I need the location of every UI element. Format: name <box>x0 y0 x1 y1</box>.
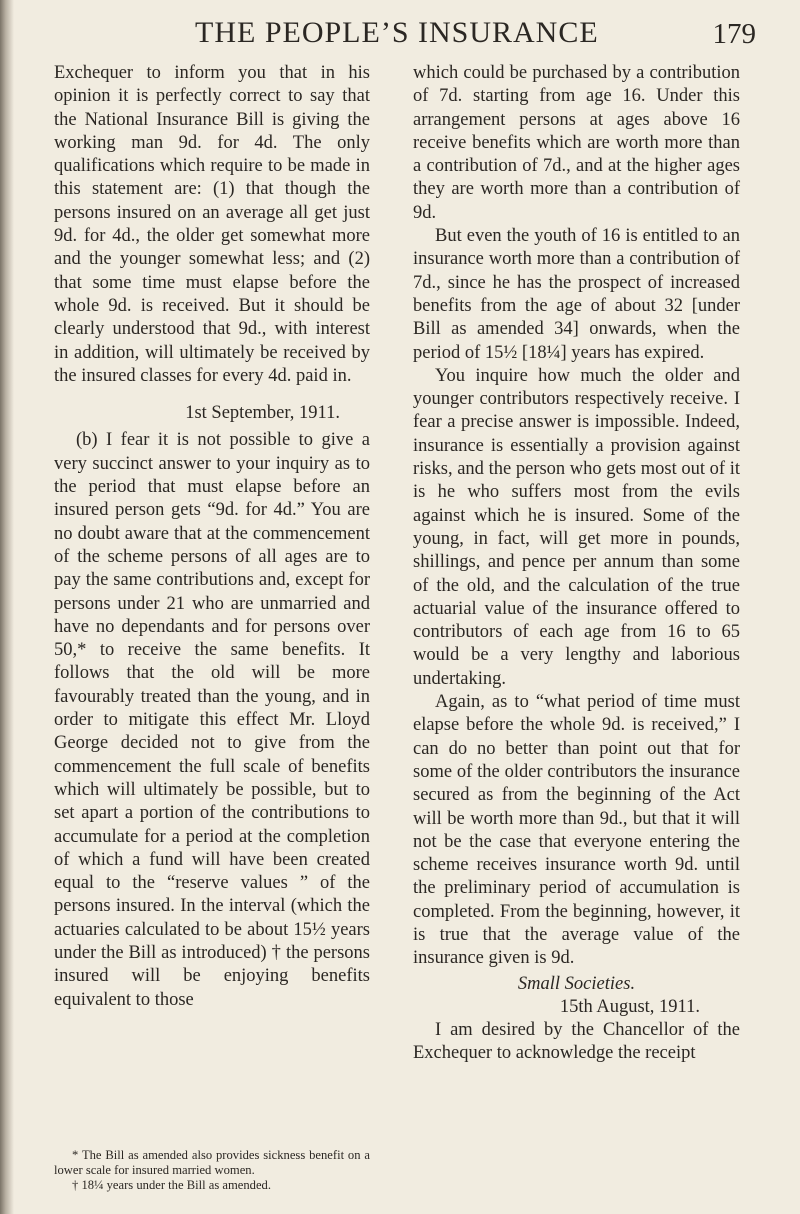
right-paragraph-2: But even the youth of 16 is entitled to an insurance worth more than a contribution of 7d., since he has the prospect of increased benefits from the age of about 32 [under Bill as amended 34] onwards, when the period of 15½ [18¼] years has expired. <box>413 226 740 363</box>
section-heading: Small Societies. <box>517 973 636 994</box>
left-paragraph-1: Exchequer to inform you that in his opinion it is perfectly correct to say that the National Insurance Bill is giving the working man 9d. for 4d. The only qualifications which require to be made in this statement are: (1) that though the persons insured on an average all get just 9d. for 4d., the older get somewhat more and the younger somewhat less; and (2) that some time must elapse before the whole 9d. is received. But it should be clearly understood that 9d., with interest in addition, will ultimately be received by the insured classes for every 4d. paid in. <box>54 63 370 386</box>
footnote-1: * The Bill as amended also provides sickness benefit on a lower scale for insured married women. <box>54 1148 370 1177</box>
footnotes <box>54 1148 370 1193</box>
running-title: THE PEOPLE’S INSURANCE <box>195 16 599 49</box>
letter-date-right: 15th August, 1911. <box>559 996 700 1017</box>
right-column <box>413 62 740 1066</box>
running-head <box>0 12 800 52</box>
left-column <box>54 62 370 1012</box>
binding-shadow <box>0 0 14 1214</box>
left-paragraph-2: (b) I fear it is not possible to give a very succinct answer to your inquiry as to the period that must elapse before an insured person gets “9d. for 4d.” You are no doubt aware that at the commencement of the scheme persons of all ages are to pay the same contributions and, except for persons under 21 who are unmarried and have no dependants and for persons over 50,* to receive the same benefits. It follows that the old will be more favourably treated than the young, and in order to mitigate this effect Mr. Lloyd George decided not to give from the commencement the full scale of benefits which will ultimately be possible, but to set apart a portion of the contributions to accumulate for a period at the completion of which a fund will have been created equal to the “reserve values ” of the persons insured. In the interval (which the actuaries calculated to be about 15½ years under the Bill as introduced) † the persons insured will be enjoying benefits equivalent to those <box>54 430 370 1010</box>
right-paragraph-5: I am desired by the Chancellor of the Exchequer to acknowledge the receipt <box>413 1020 740 1064</box>
right-paragraph-1: which could be purchased by a contribution of 7d. starting from age 16. Under this arrangement persons at ages above 16 receive benefits which are worth more than a contribution of 7d., and at the higher ages they are worth more than a contribution of 9d. <box>413 63 740 223</box>
footnote-2: † 18¼ years under the Bill as amended. <box>72 1178 271 1192</box>
page-number: 179 <box>712 18 756 50</box>
right-paragraph-3: You inquire how much the older and younger contributors respectively receive. I fear a precise answer is impossible. Indeed, insurance is essentially a provision against risks, and the person who gets most out of it is he who suffers most from the evils against which he is insured. Some of the young, in fact, will get more in pounds, shillings, and pence per annum than some of the old, and the calculation of the true actuarial value of the insurance offered to contributors of each age from 16 to 65 would be a very lengthy and laborious undertaking. <box>413 365 740 689</box>
letter-date-left: 1st September, 1911. <box>185 403 340 424</box>
right-paragraph-4: Again, as to “what period of time must elapse before the whole 9d. is received,” I can do no better than point out that for some of the older contributors the insurance secured as from the beginning of the Act will be worth more than 9d., but that it will not be the case that everyone entering the scheme receives insurance worth 9d. until the preliminary period of accumulation is completed. From the beginning, however, it is true that the average value of the insurance given is 9d. <box>413 692 740 969</box>
